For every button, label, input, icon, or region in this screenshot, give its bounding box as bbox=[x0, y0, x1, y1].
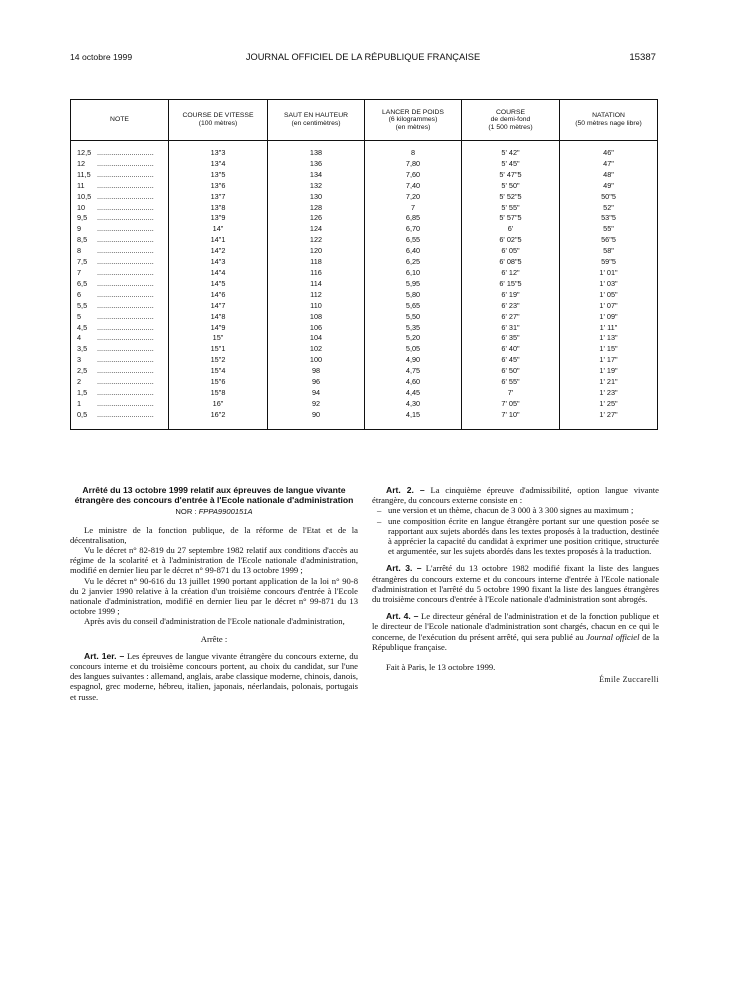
table-row bbox=[71, 279, 658, 290]
table-cell: 98 bbox=[268, 366, 365, 377]
table-cell: 5,20 bbox=[365, 333, 462, 344]
table-row bbox=[71, 141, 658, 159]
table-cell: 15" bbox=[169, 333, 268, 344]
table-cell: 6' 40" bbox=[462, 344, 560, 355]
article-2-label: Art. 2. – bbox=[386, 485, 425, 495]
note-cell bbox=[71, 268, 169, 279]
table-cell: 13"6 bbox=[169, 181, 268, 192]
table-cell: 1' 25" bbox=[560, 399, 658, 410]
table-cell: 7' 05" bbox=[462, 399, 560, 410]
article-3 bbox=[372, 563, 659, 604]
nor-label: NOR : bbox=[175, 507, 197, 517]
note-value: 7 bbox=[77, 267, 82, 277]
table-cell: 5,50 bbox=[365, 312, 462, 323]
article-1-label: Art. 1er. – bbox=[84, 650, 125, 661]
table-cell: 1' 27" bbox=[560, 410, 658, 429]
table-cell: 6,70 bbox=[365, 224, 462, 235]
leader-dots: ............................ bbox=[97, 202, 154, 212]
table-cell: 5' 47"5 bbox=[462, 170, 560, 181]
table-row bbox=[71, 213, 658, 224]
note-value: 2,5 bbox=[77, 366, 88, 376]
table-cell: 5' 52"5 bbox=[462, 192, 560, 203]
leader-dots: ............................ bbox=[97, 398, 154, 408]
note-cell bbox=[71, 312, 169, 323]
note-value: 11,5 bbox=[77, 169, 91, 179]
table-cell: 92 bbox=[268, 399, 365, 410]
table-cell: 130 bbox=[268, 192, 365, 203]
signature: Émile Zuccarelli bbox=[599, 675, 659, 685]
header-journal-title: JOURNAL OFFICIEL DE LA RÉPUBLIQUE FRANÇAISE bbox=[245, 52, 481, 62]
table-row bbox=[71, 268, 658, 279]
note-value: 2 bbox=[77, 377, 82, 387]
table-cell: 100 bbox=[268, 355, 365, 366]
table-row bbox=[71, 203, 658, 214]
note-value: 3,5 bbox=[77, 344, 88, 354]
leader-dots: ............................ bbox=[97, 180, 154, 190]
table-cell: 7,20 bbox=[365, 192, 462, 203]
article-3-label: Art. 3. – bbox=[386, 563, 422, 574]
table-row bbox=[71, 355, 658, 366]
note-value: 4 bbox=[77, 333, 82, 343]
table-cell: 5' 50" bbox=[462, 181, 560, 192]
table-cell: 59"5 bbox=[560, 257, 658, 268]
table-cell: 16"2 bbox=[169, 410, 268, 429]
table-cell: 6' 12" bbox=[462, 268, 560, 279]
table-cell: 6' 50" bbox=[462, 366, 560, 377]
table-cell: 5,35 bbox=[365, 323, 462, 334]
note-cell bbox=[71, 192, 169, 203]
table-cell: 110 bbox=[268, 301, 365, 312]
table-cell: 15"2 bbox=[169, 355, 268, 366]
table-cell: 13"7 bbox=[169, 192, 268, 203]
note-cell bbox=[71, 388, 169, 399]
table-cell: 48" bbox=[560, 170, 658, 181]
table-cell: 5,80 bbox=[365, 290, 462, 301]
note-cell bbox=[71, 410, 169, 429]
nor-value: FPPA9900151A bbox=[198, 507, 253, 517]
note-value: 5 bbox=[77, 311, 82, 321]
table-cell: 1' 11" bbox=[560, 323, 658, 334]
table-cell: 1' 09" bbox=[560, 312, 658, 323]
table-row bbox=[71, 192, 658, 203]
table-cell: 6' 08"5 bbox=[462, 257, 560, 268]
header-page-number: 15387 bbox=[629, 52, 656, 63]
table-row bbox=[71, 333, 658, 344]
table-cell: 5,65 bbox=[365, 301, 462, 312]
table-cell: 7 bbox=[365, 203, 462, 214]
leader-dots: ............................ bbox=[97, 148, 154, 157]
table-cell: 14"7 bbox=[169, 301, 268, 312]
table-cell: 6' 31" bbox=[462, 323, 560, 334]
table-row bbox=[71, 323, 658, 334]
leader-dots: ............................ bbox=[97, 289, 154, 299]
leader-dots: ............................ bbox=[97, 344, 154, 354]
table-row bbox=[71, 344, 658, 355]
table-cell: 6' 27" bbox=[462, 312, 560, 323]
column-header: COURSE de demi-fond (1 500 mètres) bbox=[462, 100, 560, 141]
note-value: 10 bbox=[77, 202, 86, 212]
leader-dots: ............................ bbox=[97, 191, 154, 201]
article-1 bbox=[70, 651, 358, 702]
note-cell bbox=[71, 141, 169, 159]
table-cell: 1' 03" bbox=[560, 279, 658, 290]
table-row bbox=[71, 410, 658, 429]
table-cell: 102 bbox=[268, 344, 365, 355]
table-cell: 13"9 bbox=[169, 213, 268, 224]
table-cell: 8 bbox=[365, 141, 462, 159]
page-header bbox=[70, 52, 656, 66]
table-cell: 50"5 bbox=[560, 192, 658, 203]
table-cell: 114 bbox=[268, 279, 365, 290]
table-cell: 1' 13" bbox=[560, 333, 658, 344]
leader-dots: ............................ bbox=[97, 387, 154, 397]
table-cell: 4,60 bbox=[365, 377, 462, 388]
table-cell: 126 bbox=[268, 213, 365, 224]
table-cell: 1' 23" bbox=[560, 388, 658, 399]
table-cell: 94 bbox=[268, 388, 365, 399]
table-cell: 1' 05" bbox=[560, 290, 658, 301]
table-cell: 120 bbox=[268, 246, 365, 257]
leader-dots: ............................ bbox=[97, 322, 154, 332]
table-cell: 52" bbox=[560, 203, 658, 214]
table-row bbox=[71, 224, 658, 235]
note-value: 1 bbox=[77, 398, 82, 408]
table-cell: 122 bbox=[268, 235, 365, 246]
table-cell: 47" bbox=[560, 159, 658, 170]
column-header: LANCER DE POIDS (6 kilogrammes) (en mètres) bbox=[365, 100, 462, 141]
table-row bbox=[71, 170, 658, 181]
article-4-text-b: de la République française. bbox=[372, 631, 660, 652]
table-cell: 134 bbox=[268, 170, 365, 181]
table-cell: 6' 19" bbox=[462, 290, 560, 301]
table-cell: 7,60 bbox=[365, 170, 462, 181]
note-value: 10,5 bbox=[77, 191, 92, 201]
table-cell: 13"4 bbox=[169, 159, 268, 170]
table-cell: 1' 07" bbox=[560, 301, 658, 312]
table-row bbox=[71, 235, 658, 246]
table-cell: 128 bbox=[268, 203, 365, 214]
note-cell bbox=[71, 333, 169, 344]
table-cell: 58" bbox=[560, 246, 658, 257]
table-cell: 6' 02"5 bbox=[462, 235, 560, 246]
table-cell: 1' 17" bbox=[560, 355, 658, 366]
table-cell: 118 bbox=[268, 257, 365, 268]
table-cell: 14"8 bbox=[169, 312, 268, 323]
article-2-text: La cinquième épreuve d'admissibilité, option langue vivante étrangère, du concours externe consiste en : bbox=[372, 485, 659, 506]
table-cell: 13"8 bbox=[169, 203, 268, 214]
table-cell: 4,75 bbox=[365, 366, 462, 377]
leader-dots: ............................ bbox=[97, 311, 154, 321]
note-cell bbox=[71, 344, 169, 355]
note-cell bbox=[71, 235, 169, 246]
table-row bbox=[71, 301, 658, 312]
nor-reference bbox=[70, 507, 358, 517]
table-cell: 6,10 bbox=[365, 268, 462, 279]
paragraph-avis: Après avis du conseil d'administration de l'Ecole nationale d'administration, bbox=[84, 616, 345, 627]
paragraph-decree-1990: Vu le décret n° 90-616 du 13 juillet 1990 portant application de la loi n° 90-8 du 2 janvier 1990 relative à la création d'un troisième concours d'entrée à l'Ecole nationale d'administration, modifié en dernier lieu par le décret n° 99-871 du 13 octobre 1999 ; bbox=[70, 575, 358, 617]
leader-dots: ............................ bbox=[97, 355, 154, 365]
decree-title: Arrêté du 13 octobre 1999 relatif aux épreuves de langue vivante étrangère des concours d'entrée à l'Ecole nationale d'administration bbox=[74, 485, 354, 506]
article-3-text: L'arrêté du 13 octobre 1982 modifié fixant la liste des langues étrangères du concours externe et du concours interne d'entrée à l'Ecole nationale d'administration et l'arrêté du 5 octobre 1990 fixant la liste des langues étrangères du troisième concours d'entrée à l'Ecole nationale d'administration sont abrogés. bbox=[372, 563, 659, 605]
table-cell: 53"5 bbox=[560, 213, 658, 224]
table-cell: 138 bbox=[268, 141, 365, 159]
note-cell bbox=[71, 377, 169, 388]
article-4-label: Art. 4. – bbox=[386, 611, 419, 622]
arrete-heading: Arrête : bbox=[200, 633, 228, 644]
note-cell bbox=[71, 181, 169, 192]
table-cell: 14" bbox=[169, 224, 268, 235]
table-cell: 6' 45" bbox=[462, 355, 560, 366]
table-cell: 5' 42" bbox=[462, 141, 560, 159]
table-cell: 116 bbox=[268, 268, 365, 279]
note-cell bbox=[71, 355, 169, 366]
table-cell: 14"3 bbox=[169, 257, 268, 268]
table-cell: 6' 15"5 bbox=[462, 279, 560, 290]
table-cell: 1' 15" bbox=[560, 344, 658, 355]
table-row bbox=[71, 312, 658, 323]
article-4 bbox=[372, 611, 659, 652]
leader-dots: ............................ bbox=[97, 377, 154, 387]
table-cell: 7' 10" bbox=[462, 410, 560, 429]
leader-dots: ............................ bbox=[97, 333, 154, 343]
table-cell: 15"8 bbox=[169, 388, 268, 399]
table-cell: 6,40 bbox=[365, 246, 462, 257]
table-cell: 5' 45" bbox=[462, 159, 560, 170]
table-cell: 55" bbox=[560, 224, 658, 235]
header-date: 14 octobre 1999 bbox=[70, 52, 133, 62]
note-cell bbox=[71, 246, 169, 257]
table-body bbox=[71, 141, 658, 430]
table-cell: 96 bbox=[268, 377, 365, 388]
table-cell: 15"1 bbox=[169, 344, 268, 355]
column-header: NOTE bbox=[71, 100, 169, 141]
table-header-row bbox=[71, 100, 658, 141]
table-cell: 124 bbox=[268, 224, 365, 235]
leader-dots: ............................ bbox=[97, 257, 154, 267]
note-value: 6,5 bbox=[77, 278, 88, 288]
article-4-text-a: Le directeur général de l'administration et de la fonction publique et le directeur de l'Ecole nationale d'administration sont chargés, chacun en ce qui le concerne, de l'exécution du présent arrêté, qui sera publié au bbox=[372, 611, 659, 642]
paragraph-decree-1982: Vu le décret n° 82-819 du 27 septembre 1982 relatif aux conditions d'accès au régime de la scolarité et à l'administration de l'Ecole nationale d'administration, modifié en dernier lieu par le décret n° 99-871 du 13 octobre 1999 ; bbox=[70, 545, 358, 576]
table-cell: 5' 55" bbox=[462, 203, 560, 214]
table-cell: 14"1 bbox=[169, 235, 268, 246]
table-cell: 14"2 bbox=[169, 246, 268, 257]
table-row bbox=[71, 257, 658, 268]
article-2-list bbox=[372, 505, 659, 556]
note-cell bbox=[71, 366, 169, 377]
table-cell: 13"3 bbox=[169, 141, 268, 159]
table-cell: 14"5 bbox=[169, 279, 268, 290]
table-cell: 1' 01" bbox=[560, 268, 658, 279]
table-row bbox=[71, 181, 658, 192]
note-cell bbox=[71, 301, 169, 312]
table-cell: 4,30 bbox=[365, 399, 462, 410]
leader-dots: ............................ bbox=[97, 224, 154, 234]
note-value: 5,5 bbox=[77, 300, 88, 310]
note-cell bbox=[71, 159, 169, 170]
table-cell: 5,95 bbox=[365, 279, 462, 290]
right-column bbox=[372, 485, 659, 685]
table-row bbox=[71, 290, 658, 301]
table-cell: 90 bbox=[268, 410, 365, 429]
table-cell: 5' 57"5 bbox=[462, 213, 560, 224]
table-cell: 7,40 bbox=[365, 181, 462, 192]
table-cell: 5,05 bbox=[365, 344, 462, 355]
note-cell bbox=[71, 323, 169, 334]
table-row bbox=[71, 377, 658, 388]
note-value: 4,5 bbox=[77, 322, 88, 332]
column-header: COURSE DE VITESSE (100 mètres) bbox=[169, 100, 268, 141]
note-value: 8 bbox=[77, 246, 82, 256]
table-cell: 49" bbox=[560, 181, 658, 192]
column-header: NATATION (50 mètres nage libre) bbox=[560, 100, 658, 141]
note-value: 3 bbox=[77, 355, 82, 365]
note-cell bbox=[71, 213, 169, 224]
note-cell bbox=[71, 290, 169, 301]
table-cell: 15"6 bbox=[169, 377, 268, 388]
note-value: 6 bbox=[77, 289, 82, 299]
table-cell: 112 bbox=[268, 290, 365, 301]
table-cell: 106 bbox=[268, 323, 365, 334]
table-cell: 14"6 bbox=[169, 290, 268, 301]
table-cell: 14"4 bbox=[169, 268, 268, 279]
table-cell: 6' 35" bbox=[462, 333, 560, 344]
note-cell bbox=[71, 203, 169, 214]
note-cell bbox=[71, 224, 169, 235]
note-cell bbox=[71, 170, 169, 181]
leader-dots: ............................ bbox=[97, 278, 154, 288]
table-row bbox=[71, 366, 658, 377]
leader-dots: ............................ bbox=[97, 366, 154, 376]
column-header: SAUT EN HAUTEUR (en centimètres) bbox=[268, 100, 365, 141]
leader-dots: ............................ bbox=[97, 235, 154, 245]
list-item: – une composition écrite en langue étrangère portant sur une question posée se rapportant aux sujets abordés dans les textes proposés à la traduction, destinée à apprécier la capacité du candidat à exprimer une position critique, structurée et argumentée, sur les sujets abordés dans les textes proposés à la traduction. bbox=[372, 516, 659, 557]
table-cell: 104 bbox=[268, 333, 365, 344]
left-column bbox=[70, 485, 358, 702]
note-value: 7,5 bbox=[77, 257, 88, 267]
table-cell: 6,85 bbox=[365, 213, 462, 224]
scores-table bbox=[70, 99, 658, 430]
table-cell: 14"9 bbox=[169, 323, 268, 334]
note-value: 9 bbox=[77, 224, 82, 234]
paragraph-minister: Le ministre de la fonction publique, de la réforme de l'Etat et de la décentralisation, bbox=[70, 524, 358, 545]
leader-dots: ............................ bbox=[97, 409, 154, 419]
table-cell: 13"5 bbox=[169, 170, 268, 181]
table-cell: 132 bbox=[268, 181, 365, 192]
note-value: 0,5 bbox=[77, 409, 88, 419]
leader-dots: ............................ bbox=[97, 300, 154, 310]
table-cell: 6,55 bbox=[365, 235, 462, 246]
leader-dots: ............................ bbox=[97, 267, 154, 277]
table-cell: 46" bbox=[560, 141, 658, 159]
table-cell: 6' 05" bbox=[462, 246, 560, 257]
note-cell bbox=[71, 257, 169, 268]
list-item: – une version et un thème, chacun de 3 000 à 3 300 signes au maximum ; bbox=[372, 505, 659, 515]
note-value: 12 bbox=[77, 158, 86, 168]
table-cell: 4,90 bbox=[365, 355, 462, 366]
article-1-text: Les épreuves de langue vivante étrangère du concours externe, du concours interne et du troisième concours portent, au choix du candidat, sur l'une des langues suivantes : allemand, anglais, arabe classique moderne, chinois, danois, espagnol, grec moderne, hébreu, italien, japonais, néerlandais, polonais, portugais et russe. bbox=[70, 650, 358, 702]
leader-dots: ............................ bbox=[97, 213, 154, 223]
leader-dots: ............................ bbox=[97, 169, 154, 179]
table-cell: 6' 23" bbox=[462, 301, 560, 312]
table-cell: 6,25 bbox=[365, 257, 462, 268]
note-value: 12,5 bbox=[77, 148, 92, 157]
leader-dots: ............................ bbox=[97, 158, 154, 168]
table-cell: 16" bbox=[169, 399, 268, 410]
table-cell: 6' bbox=[462, 224, 560, 235]
table-cell: 7' bbox=[462, 388, 560, 399]
table-cell: 6' 55" bbox=[462, 377, 560, 388]
note-value: 9,5 bbox=[77, 213, 88, 223]
table-cell: 136 bbox=[268, 159, 365, 170]
table-cell: 108 bbox=[268, 312, 365, 323]
table-cell: 7,80 bbox=[365, 159, 462, 170]
table-cell: 1' 19" bbox=[560, 366, 658, 377]
table-row bbox=[71, 388, 658, 399]
table-row bbox=[71, 399, 658, 410]
leader-dots: ............................ bbox=[97, 246, 154, 256]
article-2 bbox=[372, 485, 659, 505]
table-row bbox=[71, 246, 658, 257]
article-4-journal: Journal officiel bbox=[586, 631, 640, 642]
note-value: 8,5 bbox=[77, 235, 88, 245]
note-cell bbox=[71, 399, 169, 410]
table-cell: 1' 21" bbox=[560, 377, 658, 388]
note-value: 11 bbox=[77, 180, 85, 190]
table-cell: 15"4 bbox=[169, 366, 268, 377]
note-cell bbox=[71, 279, 169, 290]
table-cell: 4,45 bbox=[365, 388, 462, 399]
fait-a-paris: Fait à Paris, le 13 octobre 1999. bbox=[386, 662, 496, 673]
table-row bbox=[71, 159, 658, 170]
table-cell: 4,15 bbox=[365, 410, 462, 429]
table-cell: 56"5 bbox=[560, 235, 658, 246]
note-value: 1,5 bbox=[77, 387, 88, 397]
